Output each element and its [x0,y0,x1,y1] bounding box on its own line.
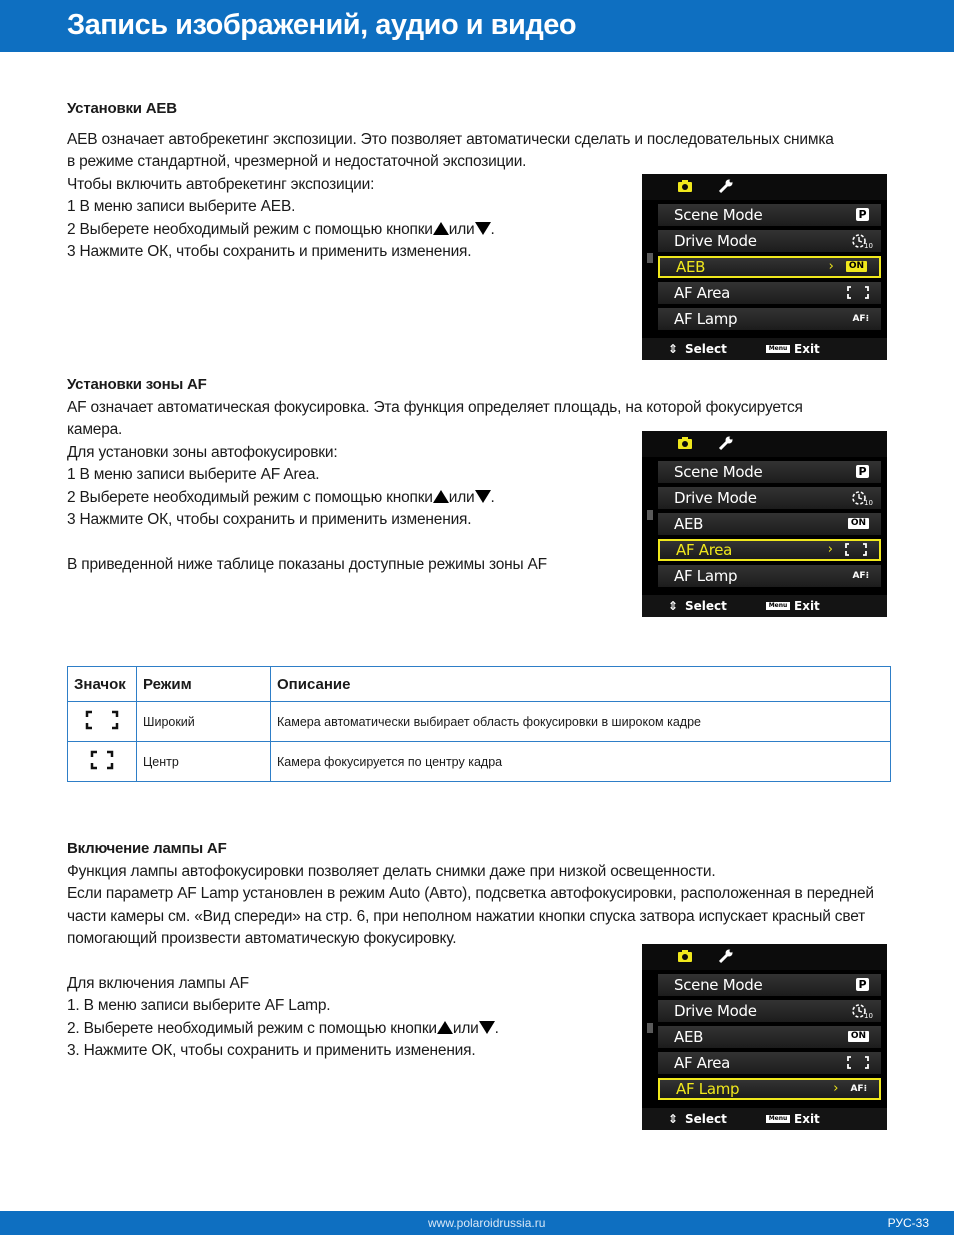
menu-item[interactable] [658,565,881,587]
section-heading: Установки AEB [67,100,177,117]
menu-item[interactable] [658,974,881,996]
camera-icon [677,949,693,963]
menu-item-label: Scene Mode [674,463,763,481]
menu-item-value [848,516,869,531]
menu-item[interactable] [658,487,881,509]
menu-item[interactable] [658,461,881,483]
mode-cell: Центр [137,742,271,782]
dpad-icon: ⇕ [668,342,679,356]
scroll-indicator [647,1023,653,1033]
af-lamp-icon: AF⁝ [850,1083,867,1094]
menu-item[interactable] [658,230,881,252]
camera-menu-af-area [642,431,887,617]
menu-item-label: Scene Mode [674,976,763,994]
mode-cell: Широкий [137,702,271,742]
step-line: 2 Выберете необходимый режим с помощью кнопки или . [67,220,495,238]
text-line: 1 В меню записи выберите AF Area. [67,466,320,483]
menu-tab-bar [642,944,887,970]
scene-value: P [856,208,869,221]
camera-icon [677,179,693,193]
text-line: части камеры см. «Вид спереди» на стр. 6, при неполном нажатии кнопки спуска затвора испускает красный свет [67,907,866,925]
description-cell: Камера автоматически выбирает область фокусировки в широком кадре [271,702,891,742]
up-arrow-icon [433,222,449,235]
aeb-value: ON [848,518,869,529]
menu-item-value [851,1003,873,1020]
menu-button-icon: Menu [766,345,790,353]
menu-item-label: AF Lamp [676,1080,740,1098]
wrench-icon [718,949,734,963]
menu-item-value [829,259,867,274]
chevron-right-icon: › [833,1080,839,1096]
menu-item-label: AF Area [676,541,733,559]
menu-list [642,200,887,338]
menu-item[interactable] [658,256,881,278]
menu-item[interactable] [658,308,881,330]
aeb-value: ON [848,1031,869,1042]
af-wide-icon [84,709,120,731]
menu-item-label: AEB [674,515,704,533]
text-line: 3 Нажмите ОК, чтобы сохранить и применить изменения. [67,511,472,528]
scene-value: P [856,978,869,991]
wrench-icon [718,179,734,193]
menu-item-value [852,568,869,583]
column-header: Режим [137,667,271,702]
step-line: 2 Выберете необходимый режим с помощью кнопки или . [67,488,495,506]
page-header [0,0,954,52]
menu-item[interactable] [658,539,881,561]
up-arrow-icon [437,1021,453,1034]
menu-item-value [856,464,869,479]
menu-item[interactable] [658,282,881,304]
menu-item-value [856,207,869,222]
af-center-icon [89,749,115,771]
select-hint: Select [685,599,727,613]
aeb-value: ON [846,261,867,272]
icon-cell [68,742,137,782]
text-line: В приведенной ниже таблице показаны доступные режимы зоны AF [67,555,547,573]
menu-item-value [847,285,869,300]
text-line: 3 Нажмите ОК, чтобы сохранить и применить изменения. [67,243,472,260]
af-area-wide-icon [847,1056,869,1069]
text-line: Для включения лампы AF [67,974,249,992]
menu-item[interactable] [658,1000,881,1022]
menu-item-value [851,233,873,250]
af-area-modes-table [67,666,891,782]
scroll-indicator [647,253,653,263]
description-cell: Камера фокусируется по центру кадра [271,742,891,782]
af-lamp-icon: AF⁝ [852,570,869,581]
scene-value: P [856,465,869,478]
text-line: 1 В меню записи выберите AEB. [67,198,296,215]
down-arrow-icon [475,222,491,235]
self-timer-icon [851,490,873,507]
dpad-icon: ⇕ [668,1112,679,1126]
camera-menu-aeb [642,174,887,360]
table-row [68,742,891,782]
menu-item-label: AF Lamp [674,567,738,585]
af-lamp-icon: AF⁝ [852,313,869,324]
menu-tab-bar [642,431,887,457]
menu-item[interactable] [658,204,881,226]
column-header: Значок [68,667,137,702]
menu-item-value [851,490,873,507]
scroll-indicator [647,510,653,520]
menu-item[interactable] [658,513,881,535]
table-header-row [68,667,891,702]
menu-item[interactable] [658,1052,881,1074]
text-line: 3. Нажмите ОК, чтобы сохранить и применить изменения. [67,1042,476,1059]
menu-item-value [847,1055,869,1070]
footer-url: www.polaroidrussia.ru [428,1216,546,1230]
menu-item[interactable] [658,1026,881,1048]
menu-hint-bar [642,338,887,360]
text-line: Для установки зоны автофокусировки: [67,443,338,461]
menu-item-label: Drive Mode [674,489,757,507]
column-header: Описание [271,667,891,702]
page-title: Запись изображений, аудио и видео [67,9,577,41]
down-arrow-icon [475,490,491,503]
svg-text:10: 10 [864,1011,873,1020]
text-line: AEB означает автобрекетинг экспозиции. Это позволяет автоматически сделать и последовательных снимка [67,130,834,148]
menu-item-value [833,1081,867,1096]
page-footer [0,1211,954,1235]
text-line: Если параметр AF Lamp установлен в режим Auto (Авто), подсветка автофокусировки, расположенная в передней [67,885,874,902]
svg-text:10: 10 [864,498,873,507]
exit-hint: Exit [794,1112,820,1126]
text-line: Чтобы включить автобрекетинг экспозиции: [67,175,375,193]
menu-hint-bar [642,595,887,617]
menu-item-value [856,977,869,992]
menu-item-label: Scene Mode [674,206,763,224]
wrench-icon [718,436,734,450]
table-row [68,702,891,742]
camera-menu-af-lamp [642,944,887,1130]
menu-item-value [848,1029,869,1044]
af-area-wide-icon [847,286,869,299]
menu-item-label: AF Area [674,284,731,302]
icon-cell [68,702,137,742]
menu-item-value [828,542,867,557]
menu-item-label: AEB [674,1028,704,1046]
menu-item-label: AF Area [674,1054,731,1072]
section-heading: Установки зоны AF [67,376,207,393]
dpad-icon: ⇕ [668,599,679,613]
camera-icon [677,436,693,450]
menu-button-icon: Menu [766,602,790,610]
menu-tab-bar [642,174,887,200]
menu-item-label: AEB [676,258,706,276]
self-timer-icon [851,1003,873,1020]
up-arrow-icon [433,490,449,503]
menu-item-label: Drive Mode [674,232,757,250]
menu-item-label: Drive Mode [674,1002,757,1020]
text-line: Функция лампы автофокусировки позволяет делать снимки даже при низкой освещенности. [67,862,716,880]
menu-list [642,970,887,1108]
step-line: 2. Выберете необходимый режим с помощью кнопки или . [67,1019,499,1037]
menu-list [642,457,887,595]
chevron-right-icon: › [828,258,834,274]
self-timer-icon [851,233,873,250]
menu-item[interactable] [658,1078,881,1100]
select-hint: Select [685,342,727,356]
text-line: 1. В меню записи выберите AF Lamp. [67,997,331,1014]
exit-hint: Exit [794,599,820,613]
menu-hint-bar [642,1108,887,1130]
exit-hint: Exit [794,342,820,356]
text-line: AF означает автоматическая фокусировка. Эта функция определяет площадь, на которой фокусируется [67,398,803,416]
menu-item-label: AF Lamp [674,310,738,328]
section-heading: Включение лампы AF [67,840,227,857]
down-arrow-icon [479,1021,495,1034]
menu-button-icon: Menu [766,1115,790,1123]
chevron-right-icon: › [827,541,833,557]
svg-text:10: 10 [864,241,873,250]
text-line: помогающий произвести автоматическую фокусировку. [67,930,457,947]
text-line: в режиме стандартной, чрезмерной и недостаточной экспозиции. [67,153,527,170]
af-area-wide-icon [845,543,867,556]
text-line: камера. [67,421,123,438]
menu-item-value [852,311,869,326]
page-number: РУС-33 [887,1216,929,1230]
select-hint: Select [685,1112,727,1126]
